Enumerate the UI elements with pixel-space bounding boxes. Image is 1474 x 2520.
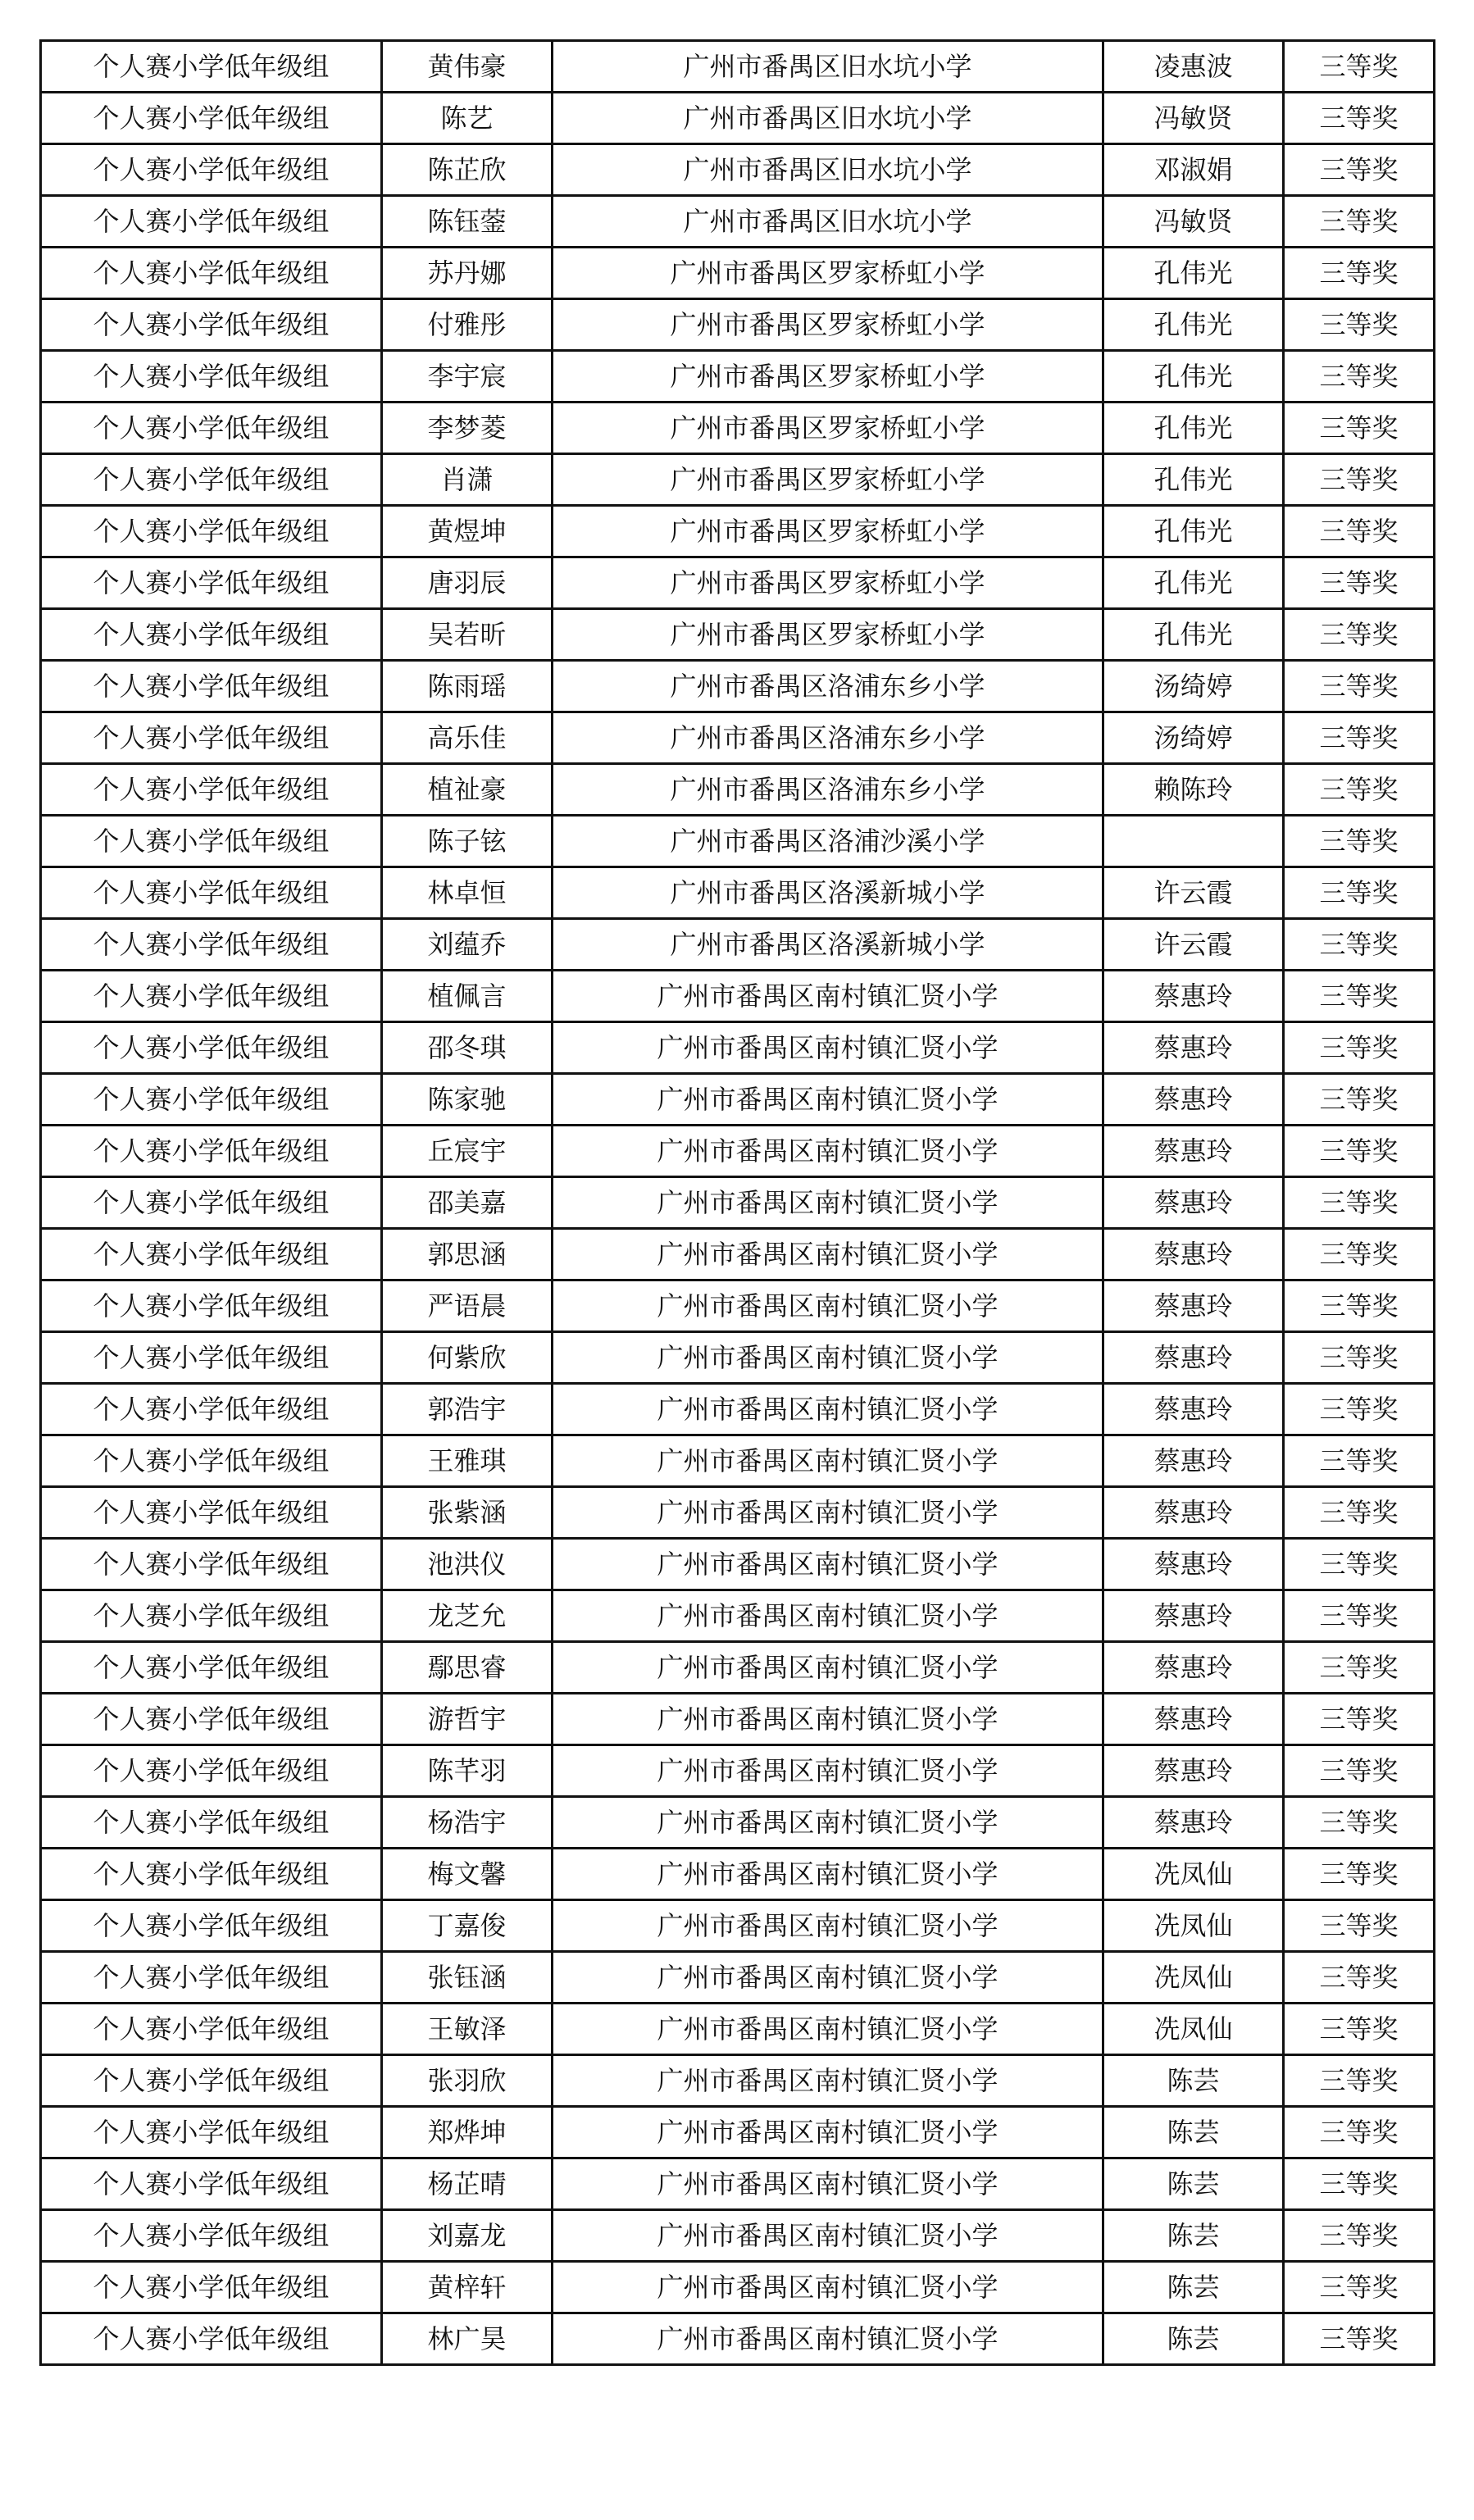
school-cell: 广州市番禺区南村镇汇贤小学 — [553, 2210, 1103, 2262]
school-cell: 广州市番禺区南村镇汇贤小学 — [553, 1745, 1103, 1797]
school-cell: 广州市番禺区南村镇汇贤小学 — [553, 1642, 1103, 1694]
school-cell: 广州市番禺区南村镇汇贤小学 — [553, 2262, 1103, 2313]
teacher-cell: 蔡惠玲 — [1103, 1280, 1284, 1332]
award-cell: 三等奖 — [1284, 1384, 1435, 1435]
award-cell: 三等奖 — [1284, 196, 1435, 248]
category-cell: 个人赛小学低年级组 — [41, 712, 382, 764]
award-cell: 三等奖 — [1284, 93, 1435, 144]
teacher-cell: 赖陈玲 — [1103, 764, 1284, 816]
category-cell: 个人赛小学低年级组 — [41, 1074, 382, 1126]
award-cell: 三等奖 — [1284, 506, 1435, 557]
teacher-cell: 蔡惠玲 — [1103, 1022, 1284, 1074]
student-name-cell: 唐羽辰 — [382, 557, 553, 609]
student-name-cell: 王雅琪 — [382, 1435, 553, 1487]
category-cell: 个人赛小学低年级组 — [41, 1126, 382, 1177]
student-name-cell: 郭思涵 — [382, 1229, 553, 1280]
category-cell: 个人赛小学低年级组 — [41, 2210, 382, 2262]
school-cell: 广州市番禺区南村镇汇贤小学 — [553, 1229, 1103, 1280]
award-cell: 三等奖 — [1284, 41, 1435, 93]
teacher-cell: 蔡惠玲 — [1103, 1177, 1284, 1229]
table-row — [41, 1849, 1435, 1900]
award-cell: 三等奖 — [1284, 1797, 1435, 1849]
award-cell: 三等奖 — [1284, 971, 1435, 1022]
award-cell: 三等奖 — [1284, 1280, 1435, 1332]
student-name-cell: 王敏泽 — [382, 2004, 553, 2055]
school-cell: 广州市番禺区旧水坑小学 — [553, 41, 1103, 93]
award-cell: 三等奖 — [1284, 1435, 1435, 1487]
category-cell: 个人赛小学低年级组 — [41, 454, 382, 506]
teacher-cell: 孔伟光 — [1103, 299, 1284, 351]
table-row — [41, 248, 1435, 299]
teacher-cell: 孔伟光 — [1103, 609, 1284, 661]
award-cell: 三等奖 — [1284, 1332, 1435, 1384]
awards-table — [39, 39, 1435, 2366]
teacher-cell: 冯敏贤 — [1103, 196, 1284, 248]
category-cell: 个人赛小学低年级组 — [41, 2262, 382, 2313]
awards-table-body — [41, 41, 1435, 2365]
award-cell: 三等奖 — [1284, 764, 1435, 816]
table-row — [41, 403, 1435, 454]
table-row — [41, 816, 1435, 867]
student-name-cell: 黄梓轩 — [382, 2262, 553, 2313]
award-cell: 三等奖 — [1284, 919, 1435, 971]
category-cell: 个人赛小学低年级组 — [41, 2055, 382, 2107]
category-cell: 个人赛小学低年级组 — [41, 1590, 382, 1642]
student-name-cell: 苏丹娜 — [382, 248, 553, 299]
school-cell: 广州市番禺区南村镇汇贤小学 — [553, 1022, 1103, 1074]
student-name-cell: 丘宸宇 — [382, 1126, 553, 1177]
category-cell: 个人赛小学低年级组 — [41, 609, 382, 661]
teacher-cell: 汤绮婷 — [1103, 712, 1284, 764]
teacher-cell: 蔡惠玲 — [1103, 1487, 1284, 1539]
category-cell: 个人赛小学低年级组 — [41, 403, 382, 454]
award-cell: 三等奖 — [1284, 1952, 1435, 2004]
table-row — [41, 1539, 1435, 1590]
table-row — [41, 609, 1435, 661]
school-cell: 广州市番禺区南村镇汇贤小学 — [553, 1435, 1103, 1487]
teacher-cell: 许云霞 — [1103, 867, 1284, 919]
school-cell: 广州市番禺区洛溪新城小学 — [553, 867, 1103, 919]
student-name-cell: 陈家驰 — [382, 1074, 553, 1126]
school-cell: 广州市番禺区南村镇汇贤小学 — [553, 1900, 1103, 1952]
school-cell: 广州市番禺区罗家桥虹小学 — [553, 557, 1103, 609]
table-row — [41, 2210, 1435, 2262]
teacher-cell: 孔伟光 — [1103, 351, 1284, 403]
category-cell: 个人赛小学低年级组 — [41, 1642, 382, 1694]
award-cell: 三等奖 — [1284, 2210, 1435, 2262]
teacher-cell: 蔡惠玲 — [1103, 1384, 1284, 1435]
teacher-cell: 孔伟光 — [1103, 506, 1284, 557]
table-row — [41, 557, 1435, 609]
category-cell: 个人赛小学低年级组 — [41, 2107, 382, 2158]
teacher-cell: 蔡惠玲 — [1103, 1074, 1284, 1126]
award-cell: 三等奖 — [1284, 1022, 1435, 1074]
table-row — [41, 712, 1435, 764]
award-cell: 三等奖 — [1284, 816, 1435, 867]
student-name-cell: 李梦菱 — [382, 403, 553, 454]
teacher-cell: 蔡惠玲 — [1103, 1745, 1284, 1797]
school-cell: 广州市番禺区南村镇汇贤小学 — [553, 1074, 1103, 1126]
table-row — [41, 196, 1435, 248]
school-cell: 广州市番禺区洛浦东乡小学 — [553, 764, 1103, 816]
category-cell: 个人赛小学低年级组 — [41, 1745, 382, 1797]
award-cell: 三等奖 — [1284, 2158, 1435, 2210]
table-row — [41, 1900, 1435, 1952]
award-cell: 三等奖 — [1284, 144, 1435, 196]
table-row — [41, 1022, 1435, 1074]
school-cell: 广州市番禺区罗家桥虹小学 — [553, 351, 1103, 403]
student-name-cell: 杨芷晴 — [382, 2158, 553, 2210]
school-cell: 广州市番禺区罗家桥虹小学 — [553, 403, 1103, 454]
teacher-cell: 蔡惠玲 — [1103, 971, 1284, 1022]
award-cell: 三等奖 — [1284, 2107, 1435, 2158]
category-cell: 个人赛小学低年级组 — [41, 1539, 382, 1590]
table-row — [41, 1590, 1435, 1642]
table-row — [41, 144, 1435, 196]
category-cell: 个人赛小学低年级组 — [41, 1177, 382, 1229]
school-cell: 广州市番禺区洛浦沙溪小学 — [553, 816, 1103, 867]
school-cell: 广州市番禺区南村镇汇贤小学 — [553, 1384, 1103, 1435]
student-name-cell: 邵冬琪 — [382, 1022, 553, 1074]
category-cell: 个人赛小学低年级组 — [41, 93, 382, 144]
teacher-cell: 陈芸 — [1103, 2055, 1284, 2107]
teacher-cell: 蔡惠玲 — [1103, 1694, 1284, 1745]
teacher-cell: 孔伟光 — [1103, 557, 1284, 609]
school-cell: 广州市番禺区旧水坑小学 — [553, 196, 1103, 248]
table-row — [41, 1280, 1435, 1332]
school-cell: 广州市番禺区罗家桥虹小学 — [553, 248, 1103, 299]
student-name-cell: 陈子铉 — [382, 816, 553, 867]
category-cell: 个人赛小学低年级组 — [41, 867, 382, 919]
table-row — [41, 919, 1435, 971]
table-row — [41, 1745, 1435, 1797]
table-row — [41, 299, 1435, 351]
student-name-cell: 付雅彤 — [382, 299, 553, 351]
category-cell: 个人赛小学低年级组 — [41, 248, 382, 299]
category-cell: 个人赛小学低年级组 — [41, 1900, 382, 1952]
award-cell: 三等奖 — [1284, 1745, 1435, 1797]
category-cell: 个人赛小学低年级组 — [41, 1435, 382, 1487]
school-cell: 广州市番禺区南村镇汇贤小学 — [553, 1952, 1103, 2004]
table-row — [41, 1384, 1435, 1435]
table-row — [41, 2158, 1435, 2210]
teacher-cell: 冼凤仙 — [1103, 2004, 1284, 2055]
student-name-cell: 池洪仪 — [382, 1539, 553, 1590]
teacher-cell: 许云霞 — [1103, 919, 1284, 971]
school-cell: 广州市番禺区南村镇汇贤小学 — [553, 2004, 1103, 2055]
student-name-cell: 陈钰蓥 — [382, 196, 553, 248]
award-cell: 三等奖 — [1284, 2262, 1435, 2313]
teacher-cell: 蔡惠玲 — [1103, 1797, 1284, 1849]
student-name-cell: 邵美嘉 — [382, 1177, 553, 1229]
category-cell: 个人赛小学低年级组 — [41, 1332, 382, 1384]
award-cell: 三等奖 — [1284, 2055, 1435, 2107]
teacher-cell: 陈芸 — [1103, 2313, 1284, 2365]
teacher-cell: 冼凤仙 — [1103, 1849, 1284, 1900]
category-cell: 个人赛小学低年级组 — [41, 1797, 382, 1849]
table-row — [41, 867, 1435, 919]
category-cell: 个人赛小学低年级组 — [41, 1022, 382, 1074]
school-cell: 广州市番禺区南村镇汇贤小学 — [553, 2107, 1103, 2158]
award-cell: 三等奖 — [1284, 1694, 1435, 1745]
category-cell: 个人赛小学低年级组 — [41, 1952, 382, 2004]
table-row — [41, 1487, 1435, 1539]
school-cell: 广州市番禺区罗家桥虹小学 — [553, 454, 1103, 506]
table-row — [41, 351, 1435, 403]
school-cell: 广州市番禺区洛浦东乡小学 — [553, 661, 1103, 712]
student-name-cell: 梅文馨 — [382, 1849, 553, 1900]
award-cell: 三等奖 — [1284, 1539, 1435, 1590]
student-name-cell: 严语晨 — [382, 1280, 553, 1332]
table-row — [41, 661, 1435, 712]
student-name-cell: 黄伟豪 — [382, 41, 553, 93]
teacher-cell: 汤绮婷 — [1103, 661, 1284, 712]
school-cell: 广州市番禺区南村镇汇贤小学 — [553, 1539, 1103, 1590]
teacher-cell: 孔伟光 — [1103, 454, 1284, 506]
award-cell: 三等奖 — [1284, 2313, 1435, 2365]
student-name-cell: 高乐佳 — [382, 712, 553, 764]
teacher-cell: 蔡惠玲 — [1103, 1126, 1284, 1177]
table-row — [41, 454, 1435, 506]
category-cell: 个人赛小学低年级组 — [41, 299, 382, 351]
school-cell: 广州市番禺区罗家桥虹小学 — [553, 506, 1103, 557]
student-name-cell: 陈芷欣 — [382, 144, 553, 196]
award-cell: 三等奖 — [1284, 1177, 1435, 1229]
category-cell: 个人赛小学低年级组 — [41, 971, 382, 1022]
award-cell: 三等奖 — [1284, 351, 1435, 403]
teacher-cell: 蔡惠玲 — [1103, 1229, 1284, 1280]
school-cell: 广州市番禺区南村镇汇贤小学 — [553, 1590, 1103, 1642]
category-cell: 个人赛小学低年级组 — [41, 764, 382, 816]
school-cell: 广州市番禺区旧水坑小学 — [553, 93, 1103, 144]
award-cell: 三等奖 — [1284, 2004, 1435, 2055]
table-row — [41, 2313, 1435, 2365]
category-cell: 个人赛小学低年级组 — [41, 2313, 382, 2365]
category-cell: 个人赛小学低年级组 — [41, 1384, 382, 1435]
student-name-cell: 陈芊羽 — [382, 1745, 553, 1797]
table-row — [41, 1694, 1435, 1745]
teacher-cell: 陈芸 — [1103, 2158, 1284, 2210]
award-cell: 三等奖 — [1284, 661, 1435, 712]
table-row — [41, 971, 1435, 1022]
teacher-cell — [1103, 816, 1284, 867]
student-name-cell: 陈艺 — [382, 93, 553, 144]
school-cell: 广州市番禺区南村镇汇贤小学 — [553, 1487, 1103, 1539]
school-cell: 广州市番禺区南村镇汇贤小学 — [553, 2055, 1103, 2107]
student-name-cell: 张钰涵 — [382, 1952, 553, 2004]
student-name-cell: 张紫涵 — [382, 1487, 553, 1539]
school-cell: 广州市番禺区南村镇汇贤小学 — [553, 1280, 1103, 1332]
student-name-cell: 黄煜坤 — [382, 506, 553, 557]
table-row — [41, 93, 1435, 144]
table-row — [41, 1332, 1435, 1384]
student-name-cell: 张羽欣 — [382, 2055, 553, 2107]
teacher-cell: 孔伟光 — [1103, 403, 1284, 454]
student-name-cell: 林卓恒 — [382, 867, 553, 919]
school-cell: 广州市番禺区南村镇汇贤小学 — [553, 2158, 1103, 2210]
award-cell: 三等奖 — [1284, 1900, 1435, 1952]
category-cell: 个人赛小学低年级组 — [41, 1849, 382, 1900]
school-cell: 广州市番禺区南村镇汇贤小学 — [553, 1797, 1103, 1849]
award-cell: 三等奖 — [1284, 609, 1435, 661]
category-cell: 个人赛小学低年级组 — [41, 661, 382, 712]
award-cell: 三等奖 — [1284, 1590, 1435, 1642]
student-name-cell: 植祉豪 — [382, 764, 553, 816]
table-row — [41, 1126, 1435, 1177]
table-row — [41, 764, 1435, 816]
table-row — [41, 506, 1435, 557]
student-name-cell: 何紫欣 — [382, 1332, 553, 1384]
student-name-cell: 林广昊 — [382, 2313, 553, 2365]
student-name-cell: 郭浩宇 — [382, 1384, 553, 1435]
document-page — [39, 39, 1433, 2366]
school-cell: 广州市番禺区南村镇汇贤小学 — [553, 1177, 1103, 1229]
school-cell: 广州市番禺区南村镇汇贤小学 — [553, 1849, 1103, 1900]
category-cell: 个人赛小学低年级组 — [41, 816, 382, 867]
table-row — [41, 2262, 1435, 2313]
student-name-cell: 郑烨坤 — [382, 2107, 553, 2158]
student-name-cell: 植佩言 — [382, 971, 553, 1022]
school-cell: 广州市番禺区南村镇汇贤小学 — [553, 1332, 1103, 1384]
category-cell: 个人赛小学低年级组 — [41, 144, 382, 196]
table-row — [41, 1642, 1435, 1694]
category-cell: 个人赛小学低年级组 — [41, 41, 382, 93]
category-cell: 个人赛小学低年级组 — [41, 1694, 382, 1745]
student-name-cell: 丁嘉俊 — [382, 1900, 553, 1952]
student-name-cell: 杨浩宇 — [382, 1797, 553, 1849]
award-cell: 三等奖 — [1284, 1229, 1435, 1280]
table-row — [41, 2004, 1435, 2055]
category-cell: 个人赛小学低年级组 — [41, 557, 382, 609]
table-row — [41, 2107, 1435, 2158]
teacher-cell: 陈芸 — [1103, 2210, 1284, 2262]
award-cell: 三等奖 — [1284, 248, 1435, 299]
teacher-cell: 蔡惠玲 — [1103, 1435, 1284, 1487]
award-cell: 三等奖 — [1284, 403, 1435, 454]
table-row — [41, 1229, 1435, 1280]
teacher-cell: 蔡惠玲 — [1103, 1539, 1284, 1590]
award-cell: 三等奖 — [1284, 1126, 1435, 1177]
category-cell: 个人赛小学低年级组 — [41, 1280, 382, 1332]
school-cell: 广州市番禺区洛浦东乡小学 — [553, 712, 1103, 764]
student-name-cell: 游哲宇 — [382, 1694, 553, 1745]
award-cell: 三等奖 — [1284, 1487, 1435, 1539]
category-cell: 个人赛小学低年级组 — [41, 351, 382, 403]
table-row — [41, 1177, 1435, 1229]
category-cell: 个人赛小学低年级组 — [41, 1229, 382, 1280]
category-cell: 个人赛小学低年级组 — [41, 2158, 382, 2210]
school-cell: 广州市番禺区旧水坑小学 — [553, 144, 1103, 196]
category-cell: 个人赛小学低年级组 — [41, 506, 382, 557]
school-cell: 广州市番禺区罗家桥虹小学 — [553, 299, 1103, 351]
student-name-cell: 陈雨瑶 — [382, 661, 553, 712]
school-cell: 广州市番禺区洛溪新城小学 — [553, 919, 1103, 971]
table-row — [41, 41, 1435, 93]
teacher-cell: 冯敏贤 — [1103, 93, 1284, 144]
category-cell: 个人赛小学低年级组 — [41, 919, 382, 971]
student-name-cell: 吴若昕 — [382, 609, 553, 661]
award-cell: 三等奖 — [1284, 867, 1435, 919]
school-cell: 广州市番禺区南村镇汇贤小学 — [553, 1126, 1103, 1177]
award-cell: 三等奖 — [1284, 454, 1435, 506]
student-name-cell: 肖潇 — [382, 454, 553, 506]
award-cell: 三等奖 — [1284, 1849, 1435, 1900]
student-name-cell: 刘嘉龙 — [382, 2210, 553, 2262]
student-name-cell: 鄢思睿 — [382, 1642, 553, 1694]
school-cell: 广州市番禺区南村镇汇贤小学 — [553, 1694, 1103, 1745]
teacher-cell: 蔡惠玲 — [1103, 1590, 1284, 1642]
school-cell: 广州市番禺区南村镇汇贤小学 — [553, 2313, 1103, 2365]
category-cell: 个人赛小学低年级组 — [41, 196, 382, 248]
teacher-cell: 陈芸 — [1103, 2262, 1284, 2313]
teacher-cell: 冼凤仙 — [1103, 1900, 1284, 1952]
table-row — [41, 1952, 1435, 2004]
teacher-cell: 冼凤仙 — [1103, 1952, 1284, 2004]
student-name-cell: 刘蕴乔 — [382, 919, 553, 971]
school-cell: 广州市番禺区罗家桥虹小学 — [553, 609, 1103, 661]
teacher-cell: 孔伟光 — [1103, 248, 1284, 299]
student-name-cell: 龙芝允 — [382, 1590, 553, 1642]
award-cell: 三等奖 — [1284, 299, 1435, 351]
table-row — [41, 1797, 1435, 1849]
student-name-cell: 李宇宸 — [382, 351, 553, 403]
award-cell: 三等奖 — [1284, 557, 1435, 609]
teacher-cell: 陈芸 — [1103, 2107, 1284, 2158]
table-row — [41, 1074, 1435, 1126]
teacher-cell: 邓淑娟 — [1103, 144, 1284, 196]
award-cell: 三等奖 — [1284, 1074, 1435, 1126]
table-row — [41, 1435, 1435, 1487]
school-cell: 广州市番禺区南村镇汇贤小学 — [553, 971, 1103, 1022]
teacher-cell: 凌惠波 — [1103, 41, 1284, 93]
teacher-cell: 蔡惠玲 — [1103, 1642, 1284, 1694]
teacher-cell: 蔡惠玲 — [1103, 1332, 1284, 1384]
category-cell: 个人赛小学低年级组 — [41, 2004, 382, 2055]
table-row — [41, 2055, 1435, 2107]
award-cell: 三等奖 — [1284, 712, 1435, 764]
category-cell: 个人赛小学低年级组 — [41, 1487, 382, 1539]
award-cell: 三等奖 — [1284, 1642, 1435, 1694]
